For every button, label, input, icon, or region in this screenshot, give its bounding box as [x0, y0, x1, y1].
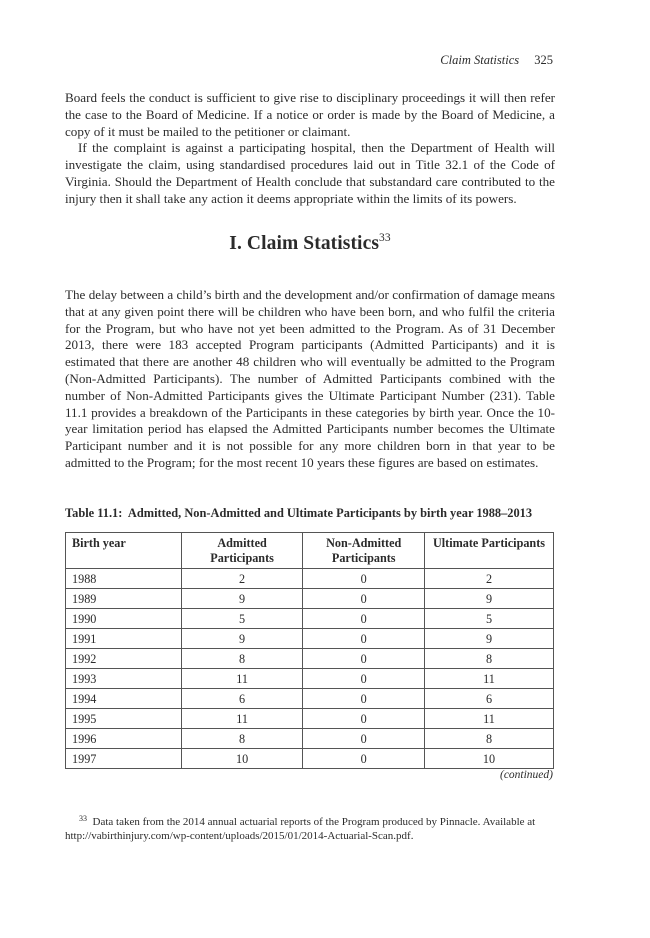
- running-head: [440, 53, 553, 68]
- cell-birth-year: 1993: [66, 669, 182, 689]
- cell-admitted: 5: [181, 609, 303, 629]
- cell-non-admitted: 0: [303, 589, 425, 609]
- column-header-admitted: Admitted Participants: [181, 533, 303, 569]
- page-number: 325: [534, 53, 553, 67]
- cell-non-admitted: 0: [303, 649, 425, 669]
- cell-admitted: 9: [181, 629, 303, 649]
- paragraph: The delay between a child’s birth and the development and/or confirmation of damage means that at any given point there will be children who have been born, and who fulfil the criteria for the Program, but who have not yet been admitted to the Program. As of 31 December 2013, there were 183 accepted Program participants (Admitted Participants) and it is estimated that there are another 48 children who will eventually be admitted to the Program (Non-Admitted Participants). The number of Admitted Participants combined with the number of Non-Admitted Participants gives the Ultimate Participant Number (231). Table 11.1 provides a breakdown of the Participants in these categories by birth year. Once the 10-year limitation period has elapsed the Admitted Participants number becomes the Ultimate Participant number and it is not possible for any more children born in that year to be admitted to the Program; for the most recent 10 years these figures are based on estimates.: [65, 287, 555, 470]
- table-row: [66, 689, 554, 709]
- column-header-ultimate: Ultimate Participants: [425, 533, 554, 569]
- footnote-reference[interactable]: 33: [379, 232, 391, 244]
- continued-note: (continued): [499, 769, 553, 781]
- table-row: [66, 629, 554, 649]
- cell-admitted: 10: [181, 749, 303, 769]
- table-header-row: [66, 533, 554, 569]
- cell-admitted: 8: [181, 729, 303, 749]
- table-row: [66, 569, 554, 589]
- cell-admitted: 2: [181, 569, 303, 589]
- cell-ultimate: 6: [425, 689, 554, 709]
- table-row: [66, 649, 554, 669]
- cell-non-admitted: 0: [303, 749, 425, 769]
- cell-ultimate: 11: [425, 669, 554, 689]
- cell-birth-year: 1990: [66, 609, 182, 629]
- table-body: [66, 569, 554, 769]
- cell-birth-year: 1989: [66, 589, 182, 609]
- paragraph: If the complaint is against a participating hospital, then the Department of Health will investigate the claim, using standardised procedures laid out in Title 32.1 of the Code of Virginia. Should the Department of Health conclude that substandard care contributed to the injury then it shall take any action it deems appropriate within the limits of its powers.: [65, 140, 555, 206]
- cell-admitted: 6: [181, 689, 303, 709]
- column-header-non-admitted: Non-Admitted Participants: [303, 533, 425, 569]
- cell-non-admitted: 0: [303, 629, 425, 649]
- cell-ultimate: 2: [425, 569, 554, 589]
- table-row: [66, 709, 554, 729]
- footnote-number: 33: [79, 814, 87, 823]
- table-caption-label: Table 11.1:: [65, 506, 123, 520]
- cell-ultimate: 5: [425, 609, 554, 629]
- participants-table: [65, 532, 554, 769]
- cell-non-admitted: 0: [303, 569, 425, 589]
- cell-non-admitted: 0: [303, 709, 425, 729]
- table-row: [66, 729, 554, 749]
- column-header-birth-year: Birth year: [66, 533, 182, 569]
- footnote-text: Data taken from the 2014 annual actuarial reports of the Program produced by Pinnacle. Available at http://vabirthinjury.com/wp-content/uploads/2015/01/2014-Actuarial-Scan.pdf.: [65, 816, 536, 842]
- cell-ultimate: 8: [425, 729, 554, 749]
- cell-birth-year: 1991: [66, 629, 182, 649]
- table-caption: [65, 506, 555, 521]
- cell-admitted: 9: [181, 589, 303, 609]
- cell-non-admitted: 0: [303, 689, 425, 709]
- body-text-top: [65, 90, 555, 208]
- table-row: [66, 589, 554, 609]
- cell-ultimate: 10: [425, 749, 554, 769]
- cell-admitted: 8: [181, 649, 303, 669]
- table-row: [66, 749, 554, 769]
- section-heading: [65, 232, 555, 255]
- cell-ultimate: 9: [425, 589, 554, 609]
- cell-admitted: 11: [181, 669, 303, 689]
- cell-birth-year: 1992: [66, 649, 182, 669]
- cell-birth-year: 1996: [66, 729, 182, 749]
- running-head-title: Claim Statistics: [440, 53, 520, 67]
- cell-ultimate: 9: [425, 629, 554, 649]
- cell-birth-year: 1995: [66, 709, 182, 729]
- cell-ultimate: 11: [425, 709, 554, 729]
- cell-birth-year: 1994: [66, 689, 182, 709]
- cell-non-admitted: 0: [303, 669, 425, 689]
- table-row: [66, 669, 554, 689]
- footnote: [65, 812, 555, 843]
- cell-non-admitted: 0: [303, 729, 425, 749]
- body-text-main: [65, 287, 555, 472]
- cell-non-admitted: 0: [303, 609, 425, 629]
- table-row: [66, 609, 554, 629]
- table-caption-text: Admitted, Non-Admitted and Ultimate Participants by birth year 1988–2013: [127, 506, 533, 520]
- paragraph: Board feels the conduct is sufficient to give rise to disciplinary proceedings it will then refer the case to the Board of Medicine. If a notice or order is made by the Board of Medicine, a copy of it must be mailed to the petitioner or claimant.: [65, 90, 555, 139]
- cell-birth-year: 1988: [66, 569, 182, 589]
- cell-admitted: 11: [181, 709, 303, 729]
- section-heading-text: I. Claim Statistics: [229, 233, 380, 254]
- cell-birth-year: 1997: [66, 749, 182, 769]
- cell-ultimate: 8: [425, 649, 554, 669]
